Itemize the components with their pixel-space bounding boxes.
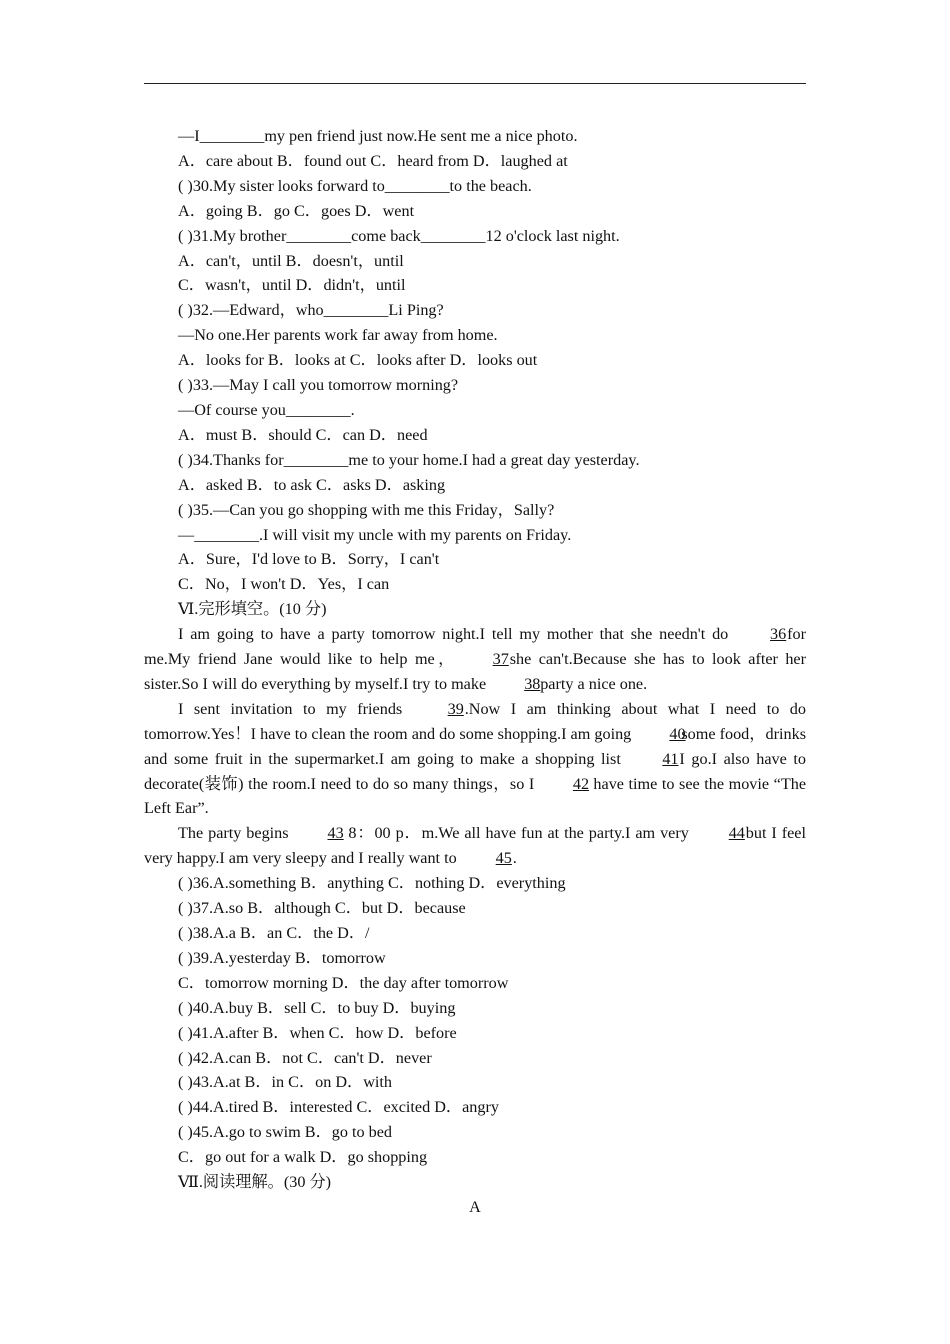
passage-text: I sent invitation to my friends (178, 699, 413, 718)
question-line: —I________my pen friend just now.He sent me a nice photo. (178, 127, 578, 145)
question-line: —________.I will visit my uncle with my parents on Friday. (178, 525, 572, 544)
blank-41: 41 (662, 749, 679, 768)
question-line: ( )44.A.tired B．interested C．excited D．angry (178, 1098, 499, 1117)
cloze-paragraph-1 (144, 622, 806, 697)
question-line: ( )35.—Can you go shopping with me this Friday，Sally? (178, 500, 555, 519)
answer-options: A．care about B．found out C．heard from D．laughed at (178, 151, 568, 170)
blank-39: 39 (447, 699, 464, 718)
header-rule (144, 83, 806, 84)
answer-options: C．tomorrow morning D．the day after tomorrow (178, 973, 509, 992)
answer-options: C．No，I won't D．Yes，I can (178, 575, 390, 594)
passage-text: but I feel very happy.I am very sleepy and I really want to (144, 824, 806, 868)
question-line: ( )42.A.can B．not C．can't D．never (178, 1048, 432, 1067)
questions-29-35 (144, 124, 806, 622)
question-line: ( )40.A.buy B．sell C．to buy D．buying (178, 998, 456, 1017)
answer-options: A．looks for B．looks at C．looks after D．looks out (178, 351, 538, 370)
passage-text: party a nice one. (540, 674, 648, 693)
question-line: ( )37.A.so B．although C．but D．because (178, 899, 466, 918)
section-heading-cloze: Ⅵ.完形填空。(10 分) (178, 600, 327, 619)
passage-text: The party begins (178, 824, 294, 843)
question-line: ( )31.My brother________come back________12 o'clock last night. (178, 226, 620, 245)
question-line: ( )45.A.go to swim B．go to bed (178, 1123, 393, 1142)
answer-options: A．asked B．to ask C．asks D．asking (178, 475, 446, 494)
passage-text: some food，drinks and some fruit in the supermarket.I am going to make a shopping list (144, 724, 806, 768)
blank-37: 37 (492, 650, 509, 669)
question-line: ( )41.A.after B．when C．how D．before (178, 1023, 457, 1042)
questions-36-45 (144, 871, 806, 1195)
question-line: ( )33.—May I call you tomorrow morning? (178, 376, 459, 395)
question-line: ( )32.—Edward，who________Li Ping? (178, 301, 444, 320)
cloze-paragraph-2 (144, 697, 806, 822)
blank-43: 43 (327, 824, 344, 843)
question-line: ( )30.My sister looks forward to________to the beach. (178, 176, 532, 195)
blank-45: 45 (495, 849, 512, 868)
question-line: ( )36.A.something B．anything C．nothing D．everything (178, 874, 566, 893)
blank-38: 38 (524, 674, 541, 693)
blank-36: 36 (770, 625, 787, 644)
answer-options: C．go out for a walk D．go shopping (178, 1148, 428, 1167)
section-heading-reading: Ⅶ.阅读理解。(30 分) (178, 1173, 332, 1192)
passage-text: she can't.Because she has to look after her sister.So I will do everything by myself.I try to make (144, 650, 807, 693)
blank-42: 42 (572, 774, 590, 793)
blank-44: 44 (728, 824, 745, 843)
question-line: ( )38.A.a B．an C．the D．/ (178, 924, 370, 942)
answer-options: C．wasn't，until D．didn't，until (178, 276, 406, 295)
answer-options: A．can't，until B．doesn't，until (178, 251, 404, 270)
question-line: ( )39.A.yesterday B．tomorrow (178, 948, 386, 967)
passage-a-heading: A (469, 1197, 481, 1216)
passage-text: I go.I also have to decorate(装饰) the room.I need to do so many things，so I (144, 749, 806, 793)
blank-40: 40 (669, 724, 686, 743)
passage-text: I am going to have a party tomorrow night.I tell my mother that she needn't do (178, 625, 736, 644)
answer-options: A．must B．should C．can D．need (178, 425, 428, 444)
question-line: —No one.Her parents work far away from home. (178, 326, 498, 345)
question-line: ( )34.Thanks for________me to your home.I had a great day yesterday. (178, 450, 640, 469)
passage-text: have time to see the movie “The Left Ear”. (144, 774, 806, 818)
answer-options: A．Sure，I'd love to B．Sorry，I can't (178, 550, 440, 569)
question-line: —Of course you________. (178, 400, 355, 419)
passage-text: .Now I am thinking about what I need to do tomorrow.Yes！I have to clean the room and do some shopping.I am going (144, 699, 806, 743)
question-line: ( )43.A.at B．in C．on D．with (178, 1073, 393, 1092)
passage-text: 8：00 p．m.We all have fun at the party.I am very (343, 824, 694, 843)
cloze-paragraph-3 (144, 821, 806, 871)
document-body (144, 124, 806, 1220)
passage-text: . (512, 849, 517, 868)
answer-options: A．going B．go C．goes D．went (178, 201, 415, 220)
passage-text: for me.My friend Jane would like to help me， (144, 625, 806, 669)
